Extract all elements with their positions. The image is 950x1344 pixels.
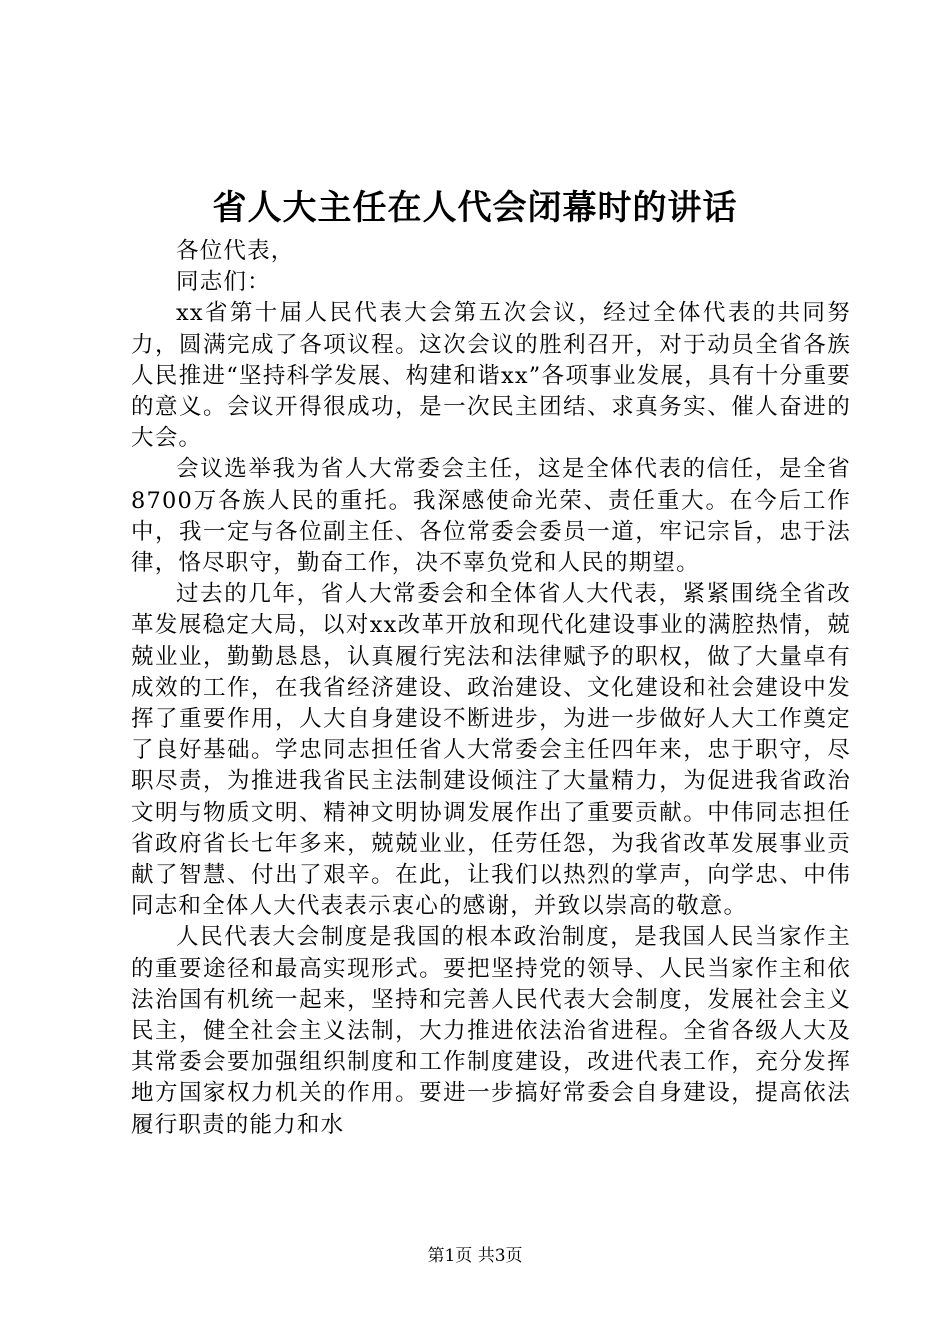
paragraph: 会议选举我为省人大常委会主任，这是全体代表的信任，是全省8700万各族人民的重托。我深感使命光荣、责任重大。在今后工作中，我一定与各位副主任、各位常委会委员一道，牢记宗旨，忠于法律，恪尽职守，勤奋工作，决不辜负党和人民的期望。: [131, 456, 851, 577]
paragraph: xx省第十届人民代表大会第五次会议，经过全体代表的共同努力，圆满完成了各项议程。这次会议的胜利召开，对于动员全省各族人民推进“坚持科学发展、构建和谐xx”各项事业发展，具有十分重要的意义。会议开得很成功，是一次民主团结、求真务实、催人奋进的大会。: [131, 300, 851, 452]
paragraph: 过去的几年，省人大常委会和全体省人大代表，紧紧围绕全省改革发展稳定大局，以对xx改革开放和现代化建设事业的满腔热情，兢兢业业，勤勤恳恳，认真履行宪法和法律赋予的职权，做了大量卓有成效的工作，在我省经济建设、政治建设、文化建设和社会建设中发挥了重要作用，人大自身建设不断进步，为进一步做好人大工作奠定了良好基础。学忠同志担任省人大常委会主任四年来，忠于职守，尽职尽责，为推进我省民主法制建设倾注了大量精力，为促进我省政治文明与物质文明、精神文明协调发展作出了重要贡献。中伟同志担任省政府省长七年多来，兢兢业业，任劳任怨，为我省改革发展事业贡献了智慧、付出了艰辛。在此，让我们以热烈的掌声，向学忠、中伟同志和全体人大代表表示衷心的感谢，并致以崇高的敬意。: [131, 581, 851, 920]
document-title: 省人大主任在人代会闭幕时的讲话: [212, 188, 738, 228]
salutation-comrades: 同志们：: [176, 269, 271, 296]
paragraph: 人民代表大会制度是我国的根本政治制度，是我国人民当家作主的重要途径和最高实现形式。要把坚持党的领导、人民当家作主和依法治国有机统一起来，坚持和完善人民代表大会制度，发展社会主义民主，健全社会主义法制，大力推进依法治省进程。全省各级人大及其常委会要加强组织制度和工作制度建设，改进代表工作，充分发挥地方国家权力机关的作用。要进一步搞好常委会自身建设，提高依法履行职责的能力和水: [131, 924, 851, 1138]
salutation-delegates: 各位代表，: [176, 238, 295, 264]
page-number-footer: 第1页 共3页: [427, 1246, 523, 1266]
document-body: [131, 236, 851, 1141]
